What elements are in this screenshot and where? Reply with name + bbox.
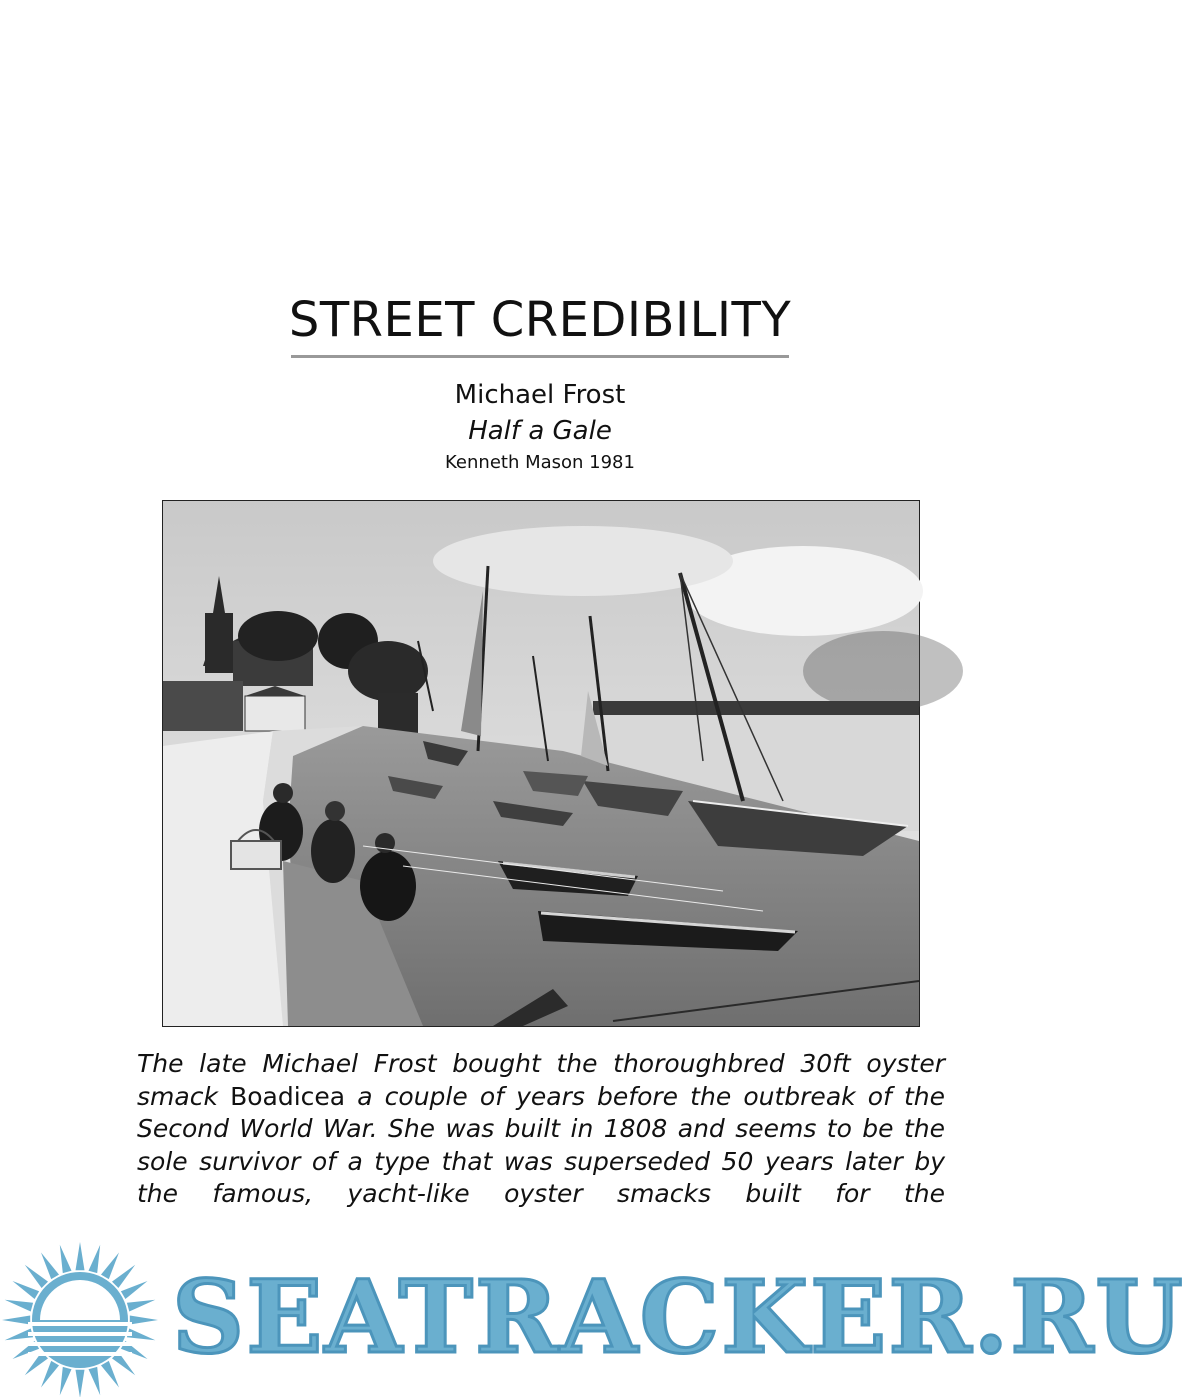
ship-name: Boadicea xyxy=(230,1081,346,1111)
sun-logo-icon xyxy=(0,1238,170,1397)
sun-ray xyxy=(60,1245,72,1273)
title-underline xyxy=(291,355,789,358)
body-paragraph xyxy=(137,1048,945,1210)
watermark-text: SEATRACKER.RU xyxy=(172,1258,1185,1376)
harbour-photo xyxy=(162,500,920,1027)
sun-ray xyxy=(41,1361,59,1388)
page-title: STREET CREDIBILITY xyxy=(288,292,792,348)
sun-ray xyxy=(76,1242,85,1270)
sun-ray xyxy=(25,1265,48,1288)
sun-ray xyxy=(13,1281,40,1299)
sun-ray xyxy=(89,1245,101,1273)
sun-ray xyxy=(2,1316,30,1325)
sun-ray xyxy=(5,1300,33,1312)
book-title: Half a Gale xyxy=(468,416,612,446)
sun-ray xyxy=(127,1300,155,1312)
sun-ray xyxy=(41,1253,59,1280)
publisher-line: Kenneth Mason 1981 xyxy=(445,452,635,473)
sun-ray xyxy=(121,1281,148,1299)
sun-ray xyxy=(76,1370,85,1397)
sun-ray xyxy=(101,1361,119,1388)
body-rest: a couple of years before the outbreak of the Second World War. She was built in 1808 and seems to be the sole survivor of a type that was superseded 50 years later by the famous, yacht-like oyster smacks built for the xyxy=(137,1081,945,1208)
sun-ray xyxy=(101,1253,119,1280)
sun-ray xyxy=(60,1367,72,1395)
body-lead: The late Michael Frost bought the thoroughbred 30ft oyster smack xyxy=(137,1049,945,1111)
sun-ray xyxy=(89,1367,101,1395)
author-name: Michael Frost xyxy=(454,380,626,410)
sun-ray xyxy=(112,1265,135,1288)
sun-ray xyxy=(130,1316,158,1325)
